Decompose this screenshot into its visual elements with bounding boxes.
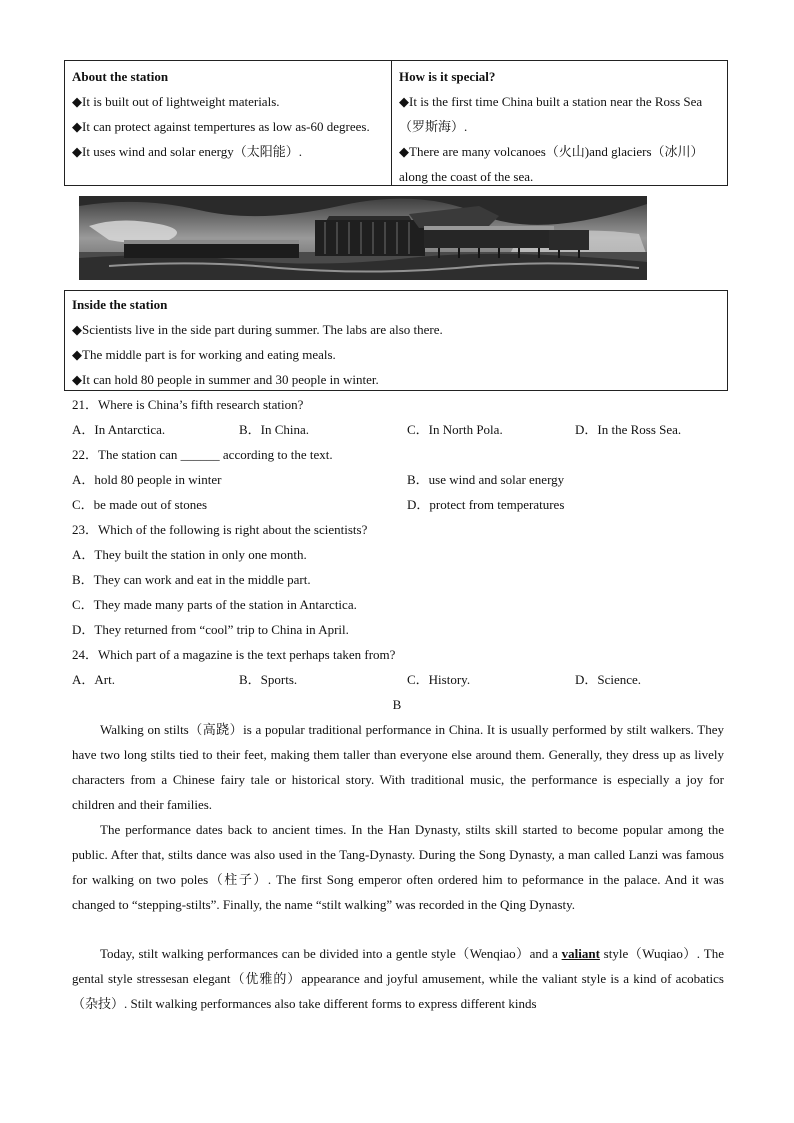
option-23-c: C．They made many parts of the station in Antarctica.: [72, 597, 357, 612]
question-23: 23．Which of the following is right about the scientists?: [72, 522, 368, 537]
vocabulary-word-valiant: valiant: [561, 946, 600, 961]
special-heading: How is it special?: [399, 69, 496, 84]
inside-station-table: [64, 290, 728, 391]
paragraph-3-text-start: Today, stilt walking performances can be divided into a gentle style（Wenqiao）and a: [100, 946, 562, 961]
special-item: ◆There are many volcanoes（火山)and glaciers（冰川）along the coast of the sea.: [399, 144, 704, 184]
question-24: 24．Which part of a magazine is the text perhaps taken from?: [72, 647, 396, 662]
question-21: 21．Where is China’s fifth research station?: [72, 397, 304, 412]
about-item: ◆It can protect against tempertures as low as-60 degrees.: [72, 119, 370, 134]
option-22-b: B．use wind and solar energy: [407, 472, 565, 487]
option-22-d: D．protect from temperatures: [407, 497, 565, 512]
option-21-d: D．In the Ross Sea.: [575, 422, 682, 437]
option-24-a: A．Art.: [72, 672, 115, 687]
section-b-label: B: [392, 697, 402, 712]
option-21-a: A．In Antarctica.: [72, 422, 166, 437]
inside-item: ◆Scientists live in the side part during summer. The labs are also there.: [72, 322, 443, 337]
option-24-b: B．Sports.: [239, 672, 298, 687]
about-station-heading: About the station: [72, 69, 169, 84]
passage-paragraph-3: [72, 941, 724, 1016]
option-23-d: D．They returned from “cool” trip to China in April.: [72, 622, 349, 637]
question-22: 22．The station can ______ according to the text.: [72, 447, 333, 462]
option-24-c: C．History.: [407, 672, 471, 687]
option-23-b: B．They can work and eat in the middle part.: [72, 572, 311, 587]
special-item: ◆It is the first time China built a station near the Ross Sea（罗斯海）.: [399, 94, 703, 134]
special-cell: [392, 61, 727, 185]
about-item: ◆It uses wind and solar energy（太阳能）.: [72, 144, 303, 159]
inside-item: ◆The middle part is for working and eating meals.: [72, 347, 336, 362]
option-24-d: D．Science.: [575, 672, 642, 687]
option-23-a: A．They built the station in only one month.: [72, 547, 307, 562]
about-item: ◆It is built out of lightweight materials.: [72, 94, 280, 109]
option-21-b: B．In China.: [239, 422, 310, 437]
info-table: [64, 60, 728, 186]
paragraph-3-text-end: style（Wuqiao）. The gental style stressesan elegant（优雅的）appearance and joyful amusement, while the valiant style is a kind of acobatics（杂技）. Stilt walking performances also take different forms to express different kinds: [72, 946, 724, 1011]
passage-paragraph-1: Walking on stilts（高跷）is a popular traditional performance in China. It is usually performed by stilt walkers. They have two long stilts tied to their feet, making them taller than everyone else around them. Generally, they dress up as lively characters from a Chinese fairy tale or historical story. With traditional music, the performance is especially a joy for children and their families.: [72, 722, 724, 812]
passage-paragraph-2: The performance dates back to ancient times. In the Han Dynasty, stilts skill started to become popular among the public. After that, stilts dance was also used in the Tang-Dynasty. During the Song Dynasty, a man called Lanzi was famous for walking on two poles（柱子）. The first Song emperor often ordered him to peformance in the palace. And it was changed to “stepping-stilts”. Finally, the name “stilt walking” was recorded in the Qing Dynasty.: [72, 822, 724, 912]
option-22-c: C．be made out of stones: [72, 497, 208, 512]
about-station-cell: [65, 61, 392, 185]
inside-station-heading: Inside the station: [72, 297, 168, 312]
option-21-c: C．In North Pola.: [407, 422, 503, 437]
inside-item: ◆It can hold 80 people in summer and 30 people in winter.: [72, 372, 379, 387]
option-22-a: A．hold 80 people in winter: [72, 472, 222, 487]
station-photo: [79, 196, 647, 280]
